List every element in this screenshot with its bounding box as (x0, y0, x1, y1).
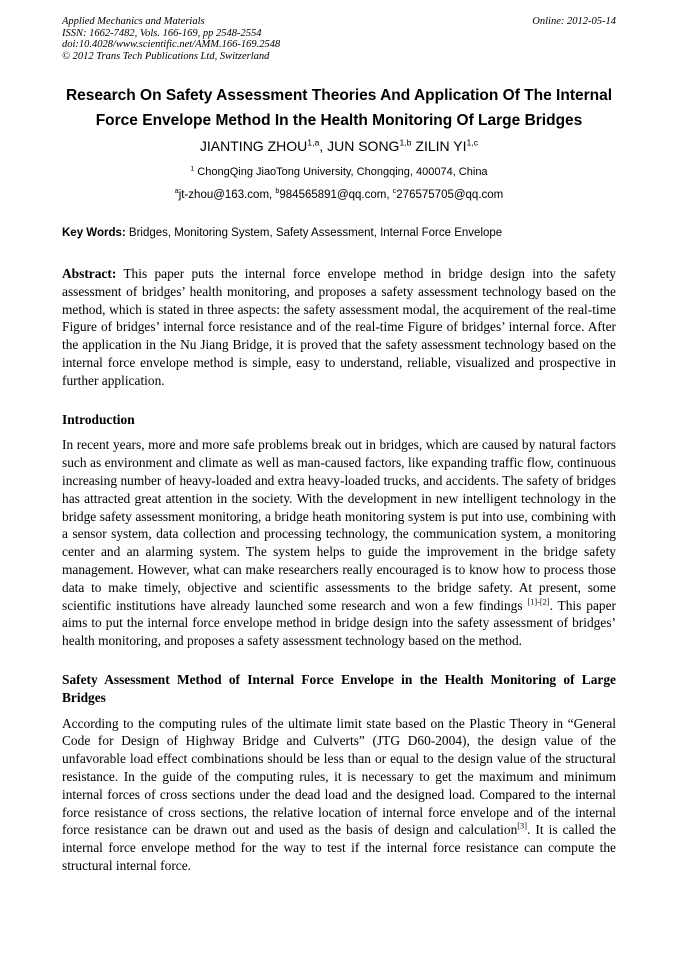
introduction-paragraph (62, 436, 616, 650)
abstract-paragraph (62, 265, 616, 390)
citation-reference: [3] (517, 821, 527, 831)
abstract-label: Abstract: (62, 266, 117, 281)
email-address: 276575705@qq.com (396, 189, 504, 201)
affiliation-text: ChongQing JiaoTong University, Chongqing, 400074, China (194, 166, 488, 178)
journal-title: Applied Mechanics and Materials (62, 16, 205, 27)
section-heading-method: Safety Assessment Method of Internal Force Envelope in the Health Monitoring of Large Bridges (62, 671, 616, 705)
emails-line (62, 188, 616, 202)
introduction-text-part1: In recent years, more and more safe problems break out in bridges, which are caused by natural factors such as environment and climate as well as man-caused factors, like expanding traffic flow, continuous increasing number of heavy-loaded and extra heavy-loaded trucks, and accidents. The safety of bridges has attracted great attention in the society. With the development in new intelligent technology in the bridge safety assessment monitoring, a bridge heath monitoring system is put into use, combining with a sensor system, data collection and processing technology, the communication system, a monitoring center and an alarming system. The system helps to guide the improvement in the bridge safety management. However, what can make researchers really encouraged is to know how to process those data to make timely, objective and scientific assessments to the bridge safety. At present, some scientific institutions have already launched some research and won a few findings (62, 437, 616, 613)
author-name: JIANTING ZHOU (199, 138, 308, 154)
keywords-line (62, 226, 616, 240)
journal-issn-line: ISSN: 1662-7482, Vols. 166-169, pp 2548-2554 (62, 27, 262, 39)
author-name: , JUN SONG (319, 138, 400, 154)
keywords-text: Bridges, Monitoring System, Safety Assessment, Internal Force Envelope (125, 227, 503, 239)
journal-header (62, 16, 616, 62)
affiliation-marker: 1 (190, 165, 195, 173)
section-heading-introduction: Introduction (62, 411, 135, 427)
introduction-text-part2: . This paper aims to put the internal force envelope method in bridge design into the safety assessment of bridges’ health monitoring, and proposes a safety assessment technology based on the method. (62, 597, 616, 649)
email-marker: a (174, 187, 179, 196)
journal-copyright-line: © 2012 Trans Tech Publications Ltd, Switzerland (62, 50, 270, 62)
method-paragraph (62, 715, 616, 875)
author-affiliation-marker: 1,c (466, 137, 479, 148)
journal-info-block (62, 16, 280, 62)
method-text-part2: . It is called the internal force envelope method for the way to test if the internal force resistance can compute the structural internal force. (62, 822, 616, 873)
online-date: Online: 2012-05-14 (532, 16, 616, 27)
keywords-label: Key Words: (62, 227, 126, 239)
citation-reference: [1]-[2] (527, 597, 550, 607)
paper-title: Research On Safety Assessment Theories And Application Of The Internal Force Envelope Method In the Health Monitoring Of Large Bridges (65, 87, 613, 129)
affiliation-line (62, 166, 616, 179)
author-name: ZILIN YI (411, 138, 467, 154)
method-text-part1: According to the computing rules of the ultimate limit state based on the Plastic Theory in “General Code for Design of Highway Bridge and Culverts” (JTG D60-2004), the design value of the unfavorable load effect combinations should be less than or equal to the design value of the structural resistance. In the guide of the computing rules, it is necessary to get the maximum and minimum internal forces of cross sections under the dead load and the designed load. Compared to the internal force resistance of cross sections, the relative location of internal force envelope and of the internal force resistance can be drawn out and used as the basis of design and calculation (62, 715, 616, 838)
email-marker: c (392, 187, 397, 196)
author-affiliation-marker: 1,a (307, 137, 320, 148)
email-address: jt-zhou@163.com, (178, 189, 276, 201)
journal-doi-line: doi:10.4028/www.scientific.net/AMM.166-169.2548 (62, 39, 281, 50)
email-marker: b (275, 187, 280, 196)
author-affiliation-marker: 1,b (399, 137, 412, 148)
abstract-text: This paper puts the internal force envelope method in bridge design into the safety assessment of bridges’ health monitoring, and proposes a safety assessment technology based on the method, which is stated in three aspects: the safety assessment modal, the acquirement of the real-time Figure of bridges’ internal force resistance and of the real-time Figure of bridges’ internal force. After the application in the Nu Jiang Bridge, it is proved that the safety assessment technology based on the internal force envelope method is simple, easy to understand, reliable, visualized and prospective in further application. (62, 266, 616, 388)
authors-line (62, 138, 616, 155)
email-address: 984565891@qq.com, (279, 189, 393, 201)
